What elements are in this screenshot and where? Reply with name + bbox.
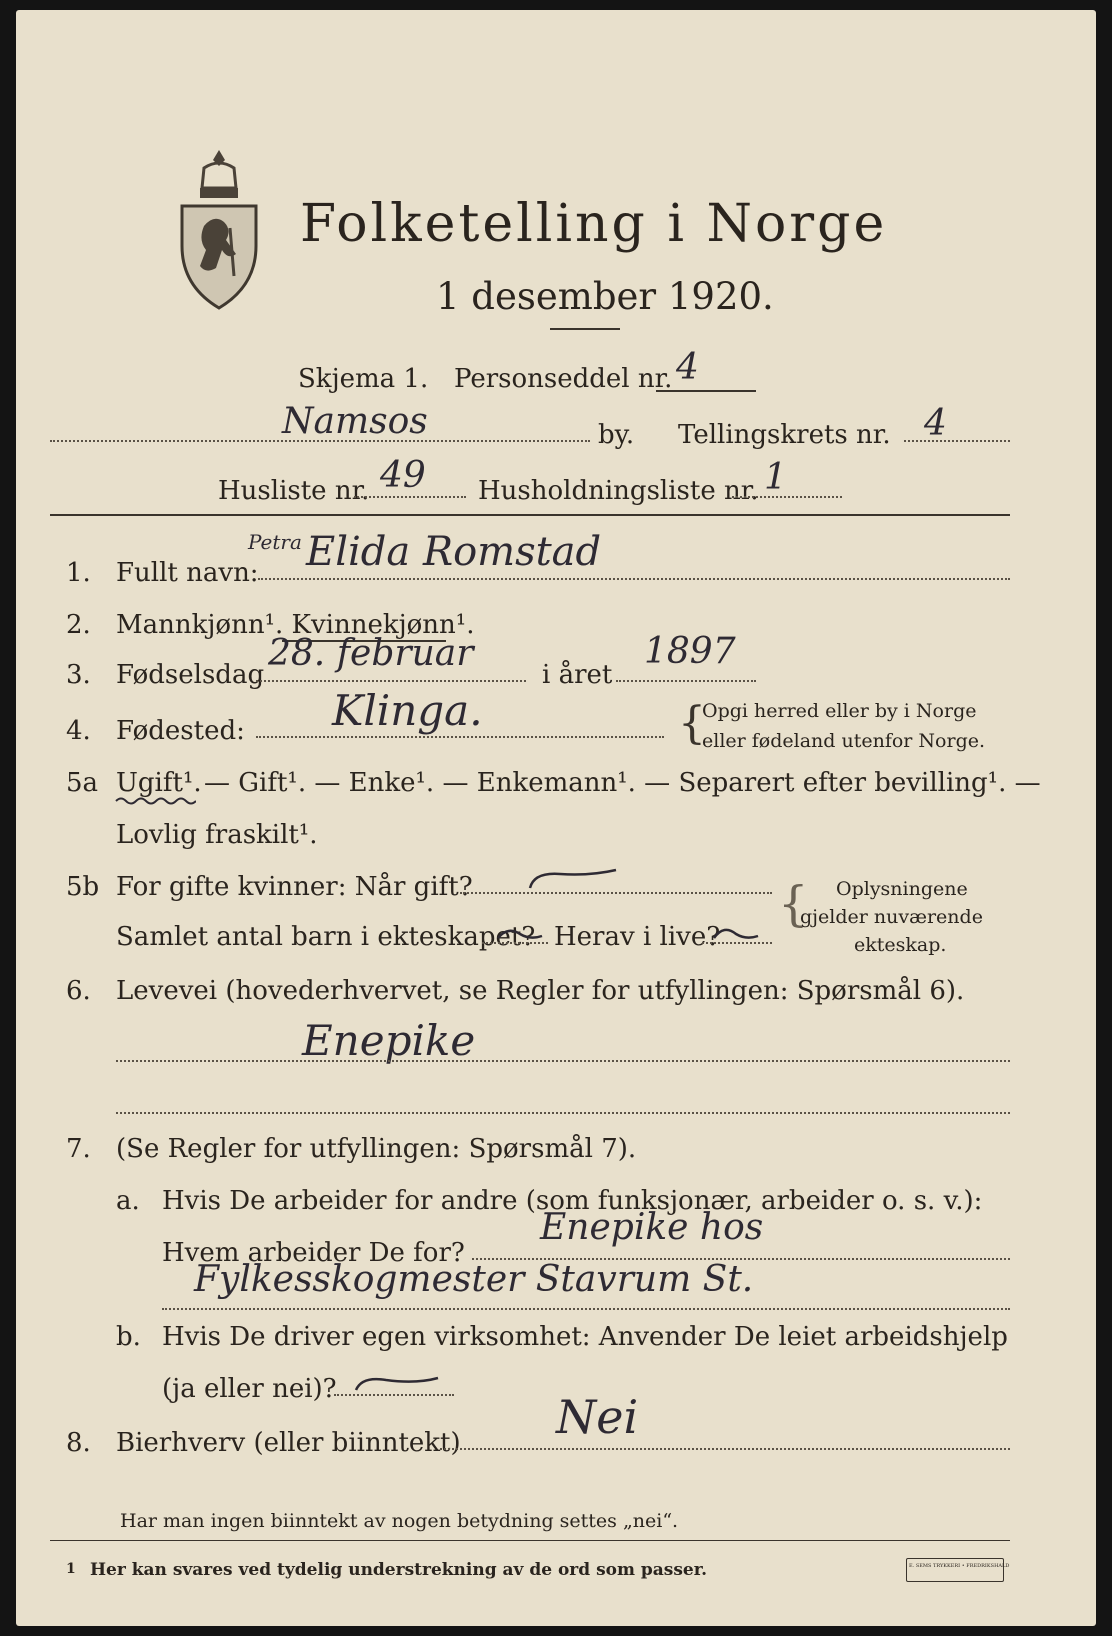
q4-brace: { — [678, 698, 706, 749]
personseddel-value[interactable]: 4 — [676, 347, 699, 388]
q6-number: 6. — [66, 976, 91, 1006]
q7a-letter: a. — [116, 1186, 140, 1216]
q1-dots — [258, 578, 1010, 580]
q5b-barn-dash[interactable] — [496, 924, 544, 942]
q2-text: Mannkjønn¹. Kvinnekjønn¹. — [116, 610, 475, 640]
q5b-ilive-dash[interactable] — [712, 922, 760, 942]
q1-value[interactable]: Elida Romstad — [306, 529, 602, 575]
q8-dots — [440, 1448, 1010, 1450]
q5b-label3: Herav i live? — [554, 922, 721, 952]
q3-year-dots — [616, 680, 756, 682]
tellingskrets-dots — [904, 440, 1010, 442]
q6-value[interactable]: Enepike — [302, 1016, 476, 1065]
q5a-options: — Gift¹. — Enke¹. — Enkemann¹. — Separert efter bevilling¹. — — [204, 768, 1041, 798]
husliste-dots — [354, 496, 466, 498]
q7-number: 7. — [66, 1134, 91, 1164]
q8-label: Bierhverv (eller biinntekt) — [116, 1428, 461, 1458]
q4-dots — [256, 736, 664, 738]
q1-prefix[interactable]: Petra — [248, 530, 302, 554]
tellingskrets-label: Tellingskrets nr. — [678, 420, 891, 450]
q8-value[interactable]: Nei — [556, 1390, 639, 1444]
q5b-barn-dots — [482, 942, 548, 944]
q7b-dash[interactable] — [352, 1372, 442, 1394]
q5b-note-line2: gjelder nuværende — [800, 906, 983, 928]
footer-rule — [50, 1540, 1010, 1541]
q7b-letter: b. — [116, 1322, 141, 1352]
q6-dots-1 — [116, 1060, 1010, 1062]
husliste-value[interactable]: 49 — [380, 455, 426, 496]
q4-value[interactable]: Klinga. — [332, 686, 483, 735]
q8-number: 8. — [66, 1428, 91, 1458]
skjema-label: Skjema 1. — [298, 364, 429, 394]
q4-note-line2: eller fødeland utenfor Norge. — [702, 730, 986, 752]
husholdning-label: Husholdningsliste nr. — [478, 476, 759, 506]
q5b-gift-dots — [460, 892, 772, 894]
q7-label: (Se Regler for utfyllingen: Spørsmål 7). — [116, 1134, 637, 1164]
husholdning-value[interactable]: 1 — [764, 457, 787, 498]
q5b-label1: For gifte kvinner: Når gift? — [116, 872, 473, 902]
q5b-gift-dash[interactable] — [524, 866, 620, 892]
q7b-dots — [334, 1394, 454, 1396]
q7a-text: Hvis De arbeider for andre (som funksjonær, arbeider o. s. v.): — [162, 1186, 983, 1216]
husholdning-dots — [732, 496, 842, 498]
q5b-ilive-dots — [702, 942, 772, 944]
printer-stamp — [906, 1558, 1004, 1582]
census-form-page — [16, 10, 1096, 1626]
personseddel-label: Personseddel nr. — [454, 364, 673, 394]
header-rule — [50, 514, 1010, 516]
q5b-note-line1: Oplysningene — [836, 878, 968, 900]
town-value[interactable]: Namsos — [282, 401, 428, 442]
q6-dots-2 — [116, 1112, 1010, 1114]
footnote-text: Her kan svares ved tydelig understrekning av de ord som passer. — [90, 1560, 708, 1580]
ugift-underline — [114, 796, 196, 806]
footnote-number: 1 — [66, 1561, 76, 1577]
by-label: by. — [598, 420, 635, 450]
q2-number: 2. — [66, 610, 91, 640]
q7a-value-line2[interactable]: Fylkesskogmester Stavrum St. — [194, 1259, 754, 1300]
q7a-label: Hvem arbeider De for? — [162, 1238, 465, 1268]
q7b-label: (ja eller nei)? — [162, 1374, 337, 1404]
q3-day-value[interactable]: 28. februar — [268, 633, 474, 674]
q3-label: Fødselsdag — [116, 660, 265, 690]
q5b-number: 5b — [66, 872, 100, 902]
form-title: Folketelling i Norge — [300, 194, 888, 254]
q1-label: Fullt navn: — [116, 558, 259, 588]
husliste-label: Husliste nr. — [218, 476, 370, 506]
footer-note: Har man ingen biinntekt av nogen betydning settes „nei“. — [120, 1510, 679, 1532]
q5b-label2: Samlet antal barn i ekteskapet? — [116, 922, 536, 952]
q5b-brace: { — [778, 876, 809, 932]
q5a-line2: Lovlig fraskilt¹. — [116, 820, 318, 850]
q1-number: 1. — [66, 558, 91, 588]
printer-stamp-text: E. SEMS TRYKKERI • FREDRIKSHALD — [909, 1563, 1010, 1569]
q4-note-line1: Opgi herred eller by i Norge — [702, 700, 977, 722]
q5a-ugift: Ugift¹. — [116, 768, 202, 798]
tellingskrets-value[interactable]: 4 — [924, 403, 947, 444]
q4-number: 4. — [66, 716, 91, 746]
census-date: 1 desember 1920. — [436, 275, 774, 318]
title-divider — [550, 328, 620, 330]
q3-number: 3. — [66, 660, 91, 690]
coat-of-arms-icon — [174, 146, 264, 312]
q6-label: Levevei (hovederhvervet, se Regler for utfyllingen: Spørsmål 6). — [116, 976, 965, 1006]
q7a-value-line1[interactable]: Enepike hos — [540, 1207, 764, 1248]
q5b-note-line3: ekteskap. — [854, 934, 947, 956]
q3-year-label: i året — [542, 660, 613, 690]
q3-year-value[interactable]: 1897 — [644, 631, 736, 672]
q3-day-dots — [256, 680, 526, 682]
personseddel-line — [656, 390, 756, 392]
q7b-text: Hvis De driver egen virksomhet: Anvender De leiet arbeidshjelp — [162, 1322, 1008, 1352]
q5a-number: 5a — [66, 768, 99, 798]
q4-label: Fødested: — [116, 716, 245, 746]
q7a-dots-2 — [162, 1308, 1010, 1310]
